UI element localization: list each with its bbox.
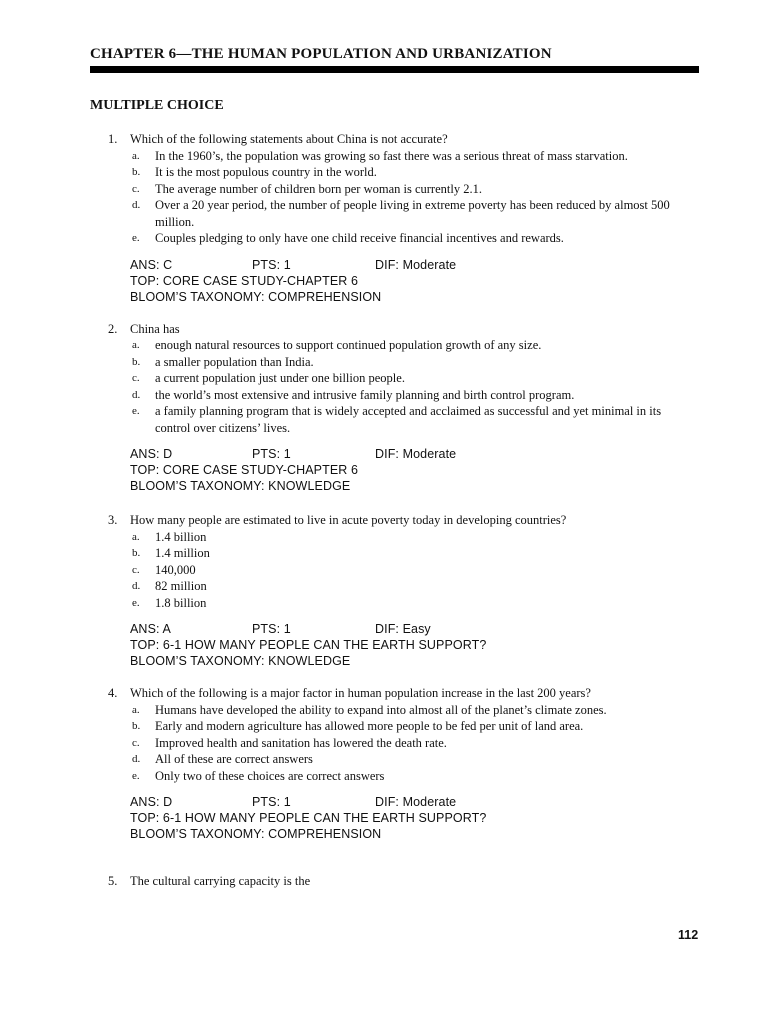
points: PTS: 1 [252, 447, 291, 461]
option-text: Early and modern agriculture has allowed more people to be fed per unit of land area. [155, 719, 584, 733]
option-b [132, 718, 675, 735]
option-e [132, 230, 675, 247]
answer-metadata [130, 794, 768, 842]
answer-row [130, 257, 768, 273]
spacer [0, 305, 768, 321]
question-2 [0, 321, 768, 495]
topic: TOP: CORE CASE STUDY-CHAPTER 6 [130, 273, 359, 288]
option-text: Couples pledging to only have one child receive financial incentives and rewards. [155, 231, 564, 245]
option-c [132, 735, 675, 752]
option-letter: c. [132, 182, 140, 195]
question-number: 3. [108, 513, 118, 527]
question-1 [0, 131, 768, 305]
question-5 [0, 873, 768, 890]
option-text: a smaller population than India. [155, 354, 314, 369]
answer-key: ANS: D [130, 795, 173, 809]
option-letter: b. [132, 355, 141, 368]
answer-metadata [130, 446, 768, 494]
answer-options [0, 337, 768, 436]
option-b [132, 164, 675, 181]
option-letter: e. [132, 405, 140, 417]
spacer [0, 669, 768, 685]
answer-row [130, 794, 768, 810]
question-text: Which of the following statements about China is not accurate? [130, 132, 448, 146]
option-letter: b. [132, 547, 141, 559]
option-text: 1.4 billion [155, 529, 207, 544]
answer-options [0, 702, 768, 785]
option-text: Humans have developed the ability to expand into almost all of the planet’s climate zones. [155, 702, 607, 717]
option-text: In the 1960’s, the population was growing so fast there was a serious threat of mass starvation. [155, 148, 628, 163]
answer-key: ANS: A [130, 622, 171, 636]
question-3 [0, 512, 768, 669]
question-number: 5. [108, 874, 118, 888]
answer-key: ANS: C [130, 257, 173, 272]
option-e [132, 403, 675, 436]
question-list [0, 131, 768, 890]
option-text: It is the most populous country in the world. [155, 165, 377, 179]
question-text: China has [130, 321, 180, 336]
option-d [132, 387, 675, 404]
blooms-taxonomy: BLOOM’S TAXONOMY: KNOWLEDGE [130, 654, 351, 668]
answer-key: ANS: D [130, 447, 173, 461]
difficulty: DIF: Moderate [375, 795, 457, 809]
answer-metadata [130, 621, 768, 669]
answer-metadata [130, 257, 768, 305]
spacer [0, 494, 768, 512]
option-c [132, 370, 675, 387]
question-text: The cultural carrying capacity is the [130, 874, 311, 888]
question-number: 2. [108, 321, 118, 336]
option-letter: d. [132, 388, 141, 401]
option-a [132, 529, 675, 546]
option-letter: d. [132, 580, 141, 592]
option-text: 1.4 million [155, 546, 210, 560]
option-text: 1.8 billion [155, 595, 207, 610]
option-text: All of these are correct answers [155, 752, 313, 766]
question-4 [0, 685, 768, 842]
option-letter: d. [132, 753, 141, 765]
option-a [132, 702, 675, 719]
option-d [132, 578, 675, 595]
topic: TOP: CORE CASE STUDY-CHAPTER 6 [130, 463, 359, 477]
points: PTS: 1 [252, 257, 291, 272]
difficulty: DIF: Moderate [375, 257, 457, 272]
option-text: the world’s most extensive and intrusive family planning and birth control program. [155, 387, 575, 402]
option-letter: e. [132, 596, 140, 609]
answer-row [130, 446, 768, 462]
topic: TOP: 6-1 HOW MANY PEOPLE CAN THE EARTH SUPPORT? [130, 811, 487, 825]
chapter-title: CHAPTER 6—THE HUMAN POPULATION AND URBANIZATION [90, 46, 552, 62]
option-d [132, 197, 675, 230]
option-b [132, 354, 675, 371]
option-letter: a. [132, 703, 140, 716]
blooms-taxonomy: BLOOM’S TAXONOMY: COMPREHENSION [130, 827, 382, 841]
option-text: 140,000 [155, 562, 196, 577]
option-text: Over a 20 year period, the number of people living in extreme poverty has been reduced by almost 500 million. [155, 198, 670, 229]
option-text: enough natural resources to support continued population growth of any size. [155, 338, 542, 352]
option-letter: b. [132, 720, 141, 732]
section-title: MULTIPLE CHOICE [90, 98, 224, 113]
spacer [0, 842, 768, 873]
question-number: 4. [108, 686, 118, 700]
option-letter: c. [132, 736, 140, 749]
topic: TOP: 6-1 HOW MANY PEOPLE CAN THE EARTH SUPPORT? [130, 638, 487, 652]
option-letter: a. [132, 530, 140, 543]
option-text: The average number of children born per woman is currently 2.1. [155, 181, 482, 196]
option-letter: a. [132, 339, 140, 351]
answer-options [0, 529, 768, 612]
option-letter: d. [132, 199, 141, 211]
option-letter: e. [132, 232, 140, 244]
answer-options [0, 148, 768, 247]
title-rule [90, 66, 699, 73]
option-e [132, 595, 675, 612]
option-c [132, 562, 675, 579]
answer-row [130, 621, 768, 637]
option-letter: e. [132, 769, 140, 782]
option-e [132, 768, 675, 785]
option-b [132, 545, 675, 562]
option-a [132, 148, 675, 165]
option-text: 82 million [155, 579, 207, 593]
option-text: a family planning program that is widely accepted and acclaimed as successful and yet minimal in its control over citizens’ lives. [155, 404, 662, 435]
blooms-taxonomy: BLOOM’S TAXONOMY: COMPREHENSION [130, 289, 382, 304]
option-text: a current population just under one billion people. [155, 371, 405, 385]
option-d [132, 751, 675, 768]
option-letter: c. [132, 563, 140, 576]
question-text: How many people are estimated to live in acute poverty today in developing countries? [130, 513, 567, 527]
question-text: Which of the following is a major factor in human population increase in the last 200 years? [130, 686, 591, 700]
option-c [132, 181, 675, 198]
option-letter: a. [132, 149, 140, 162]
option-a [132, 337, 675, 354]
option-letter: b. [132, 166, 141, 178]
blooms-taxonomy: BLOOM’S TAXONOMY: KNOWLEDGE [130, 479, 351, 493]
option-text: Only two of these choices are correct answers [155, 768, 385, 783]
question-number: 1. [108, 132, 118, 146]
points: PTS: 1 [252, 622, 291, 636]
difficulty: DIF: Easy [375, 622, 431, 636]
page-number: 112 [678, 928, 699, 942]
option-text: Improved health and sanitation has lowered the death rate. [155, 735, 447, 750]
option-letter: c. [132, 372, 140, 384]
points: PTS: 1 [252, 795, 291, 809]
difficulty: DIF: Moderate [375, 447, 457, 461]
